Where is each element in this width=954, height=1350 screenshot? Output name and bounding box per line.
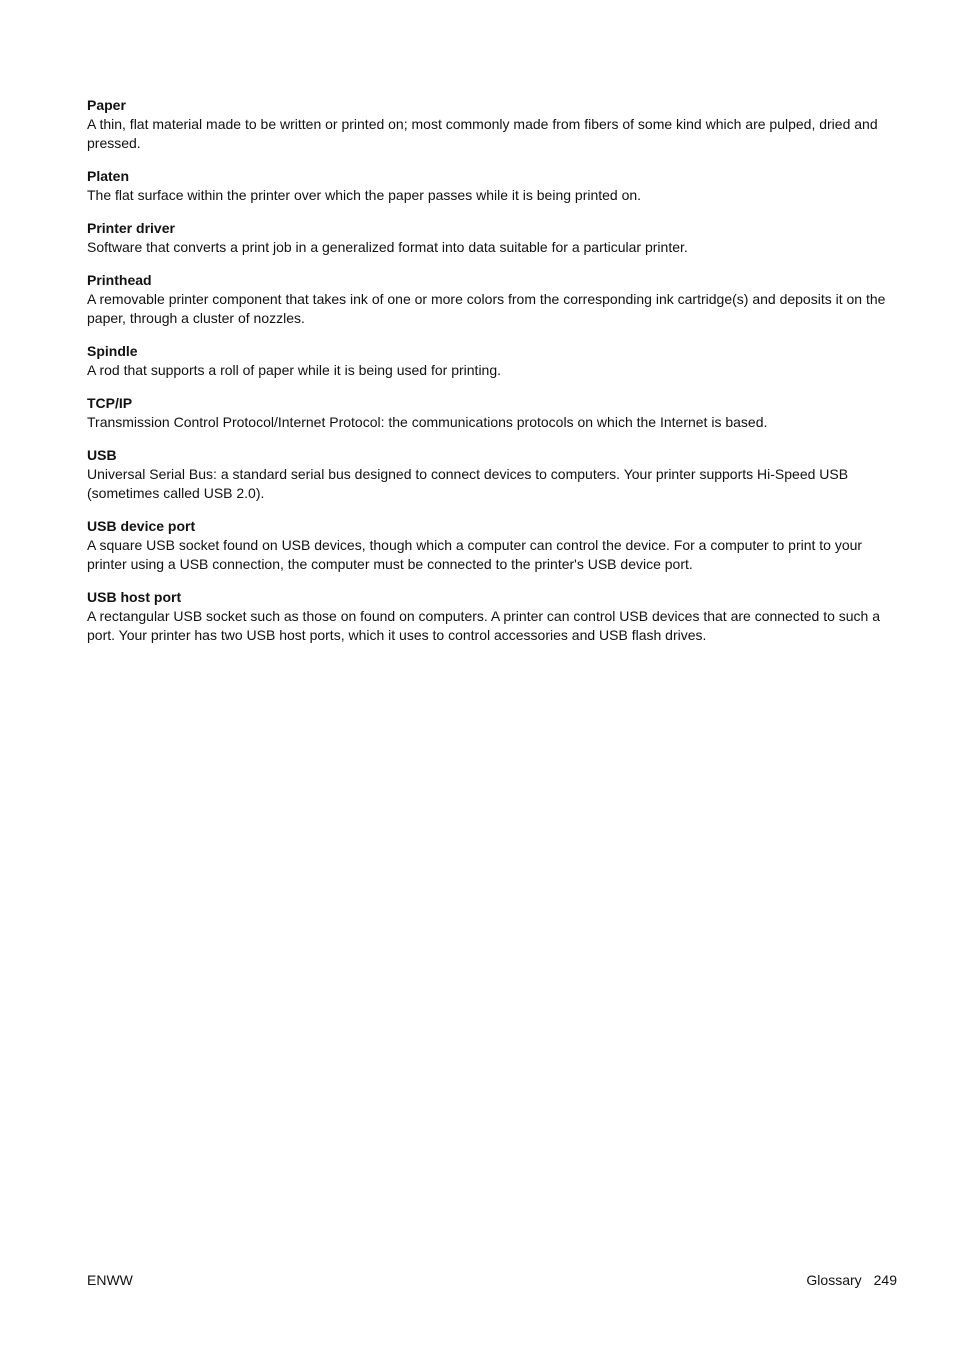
footer-locale-code: ENWW	[87, 1272, 133, 1288]
glossary-entry-tcp-ip	[87, 394, 887, 432]
glossary-definition: A thin, flat material made to be written or printed on; most commonly made from fibers of some kind which are pulped, dried and pressed.	[87, 116, 878, 151]
glossary-definition: The flat surface within the printer over which the paper passes while it is being printed on.	[87, 187, 642, 203]
footer-section-title: Glossary	[806, 1272, 862, 1288]
glossary-entry-printer-driver	[87, 219, 887, 257]
glossary-entry-paper	[87, 96, 887, 153]
glossary-definition: A square USB socket found on USB devices, though which a computer can control the device. For a computer to print to your printer using a USB connection, the computer must be connected to the printer's USB device port.	[87, 537, 863, 572]
glossary-entry-usb	[87, 446, 887, 503]
footer-page-info	[806, 1270, 897, 1290]
glossary-definition: A rectangular USB socket such as those on found on computers. A printer can control USB devices that are connected to such a port. Your printer has two USB host ports, which it uses to control accessories and USB flash drives.	[87, 608, 881, 643]
glossary-entry-spindle	[87, 342, 887, 380]
glossary-term: USB	[87, 447, 117, 463]
glossary-term: USB device port	[87, 518, 196, 534]
glossary-content	[87, 96, 887, 659]
glossary-term: Spindle	[87, 343, 138, 359]
glossary-entry-usb-device-port	[87, 517, 887, 574]
glossary-term: Printer driver	[87, 220, 175, 236]
page-number: 249	[873, 1272, 897, 1288]
glossary-definition: A rod that supports a roll of paper while it is being used for printing.	[87, 362, 502, 378]
glossary-entry-platen	[87, 167, 887, 205]
glossary-term: Printhead	[87, 272, 152, 288]
glossary-entry-printhead	[87, 271, 887, 328]
glossary-term: Platen	[87, 168, 130, 184]
glossary-definition: Software that converts a print job in a generalized format into data suitable for a particular printer.	[87, 239, 688, 255]
glossary-term: TCP/IP	[87, 395, 133, 411]
glossary-term: USB host port	[87, 589, 182, 605]
glossary-definition: A removable printer component that takes ink of one or more colors from the corresponding ink cartridge(s) and deposits it on the paper, through a cluster of nozzles.	[87, 291, 886, 326]
glossary-term: Paper	[87, 97, 126, 113]
glossary-entry-usb-host-port	[87, 588, 887, 645]
glossary-definition: Universal Serial Bus: a standard serial bus designed to connect devices to computers. Your printer supports Hi-Speed USB (sometimes called USB 2.0).	[87, 466, 849, 501]
glossary-definition: Transmission Control Protocol/Internet Protocol: the communications protocols on which the Internet is based.	[87, 414, 768, 430]
